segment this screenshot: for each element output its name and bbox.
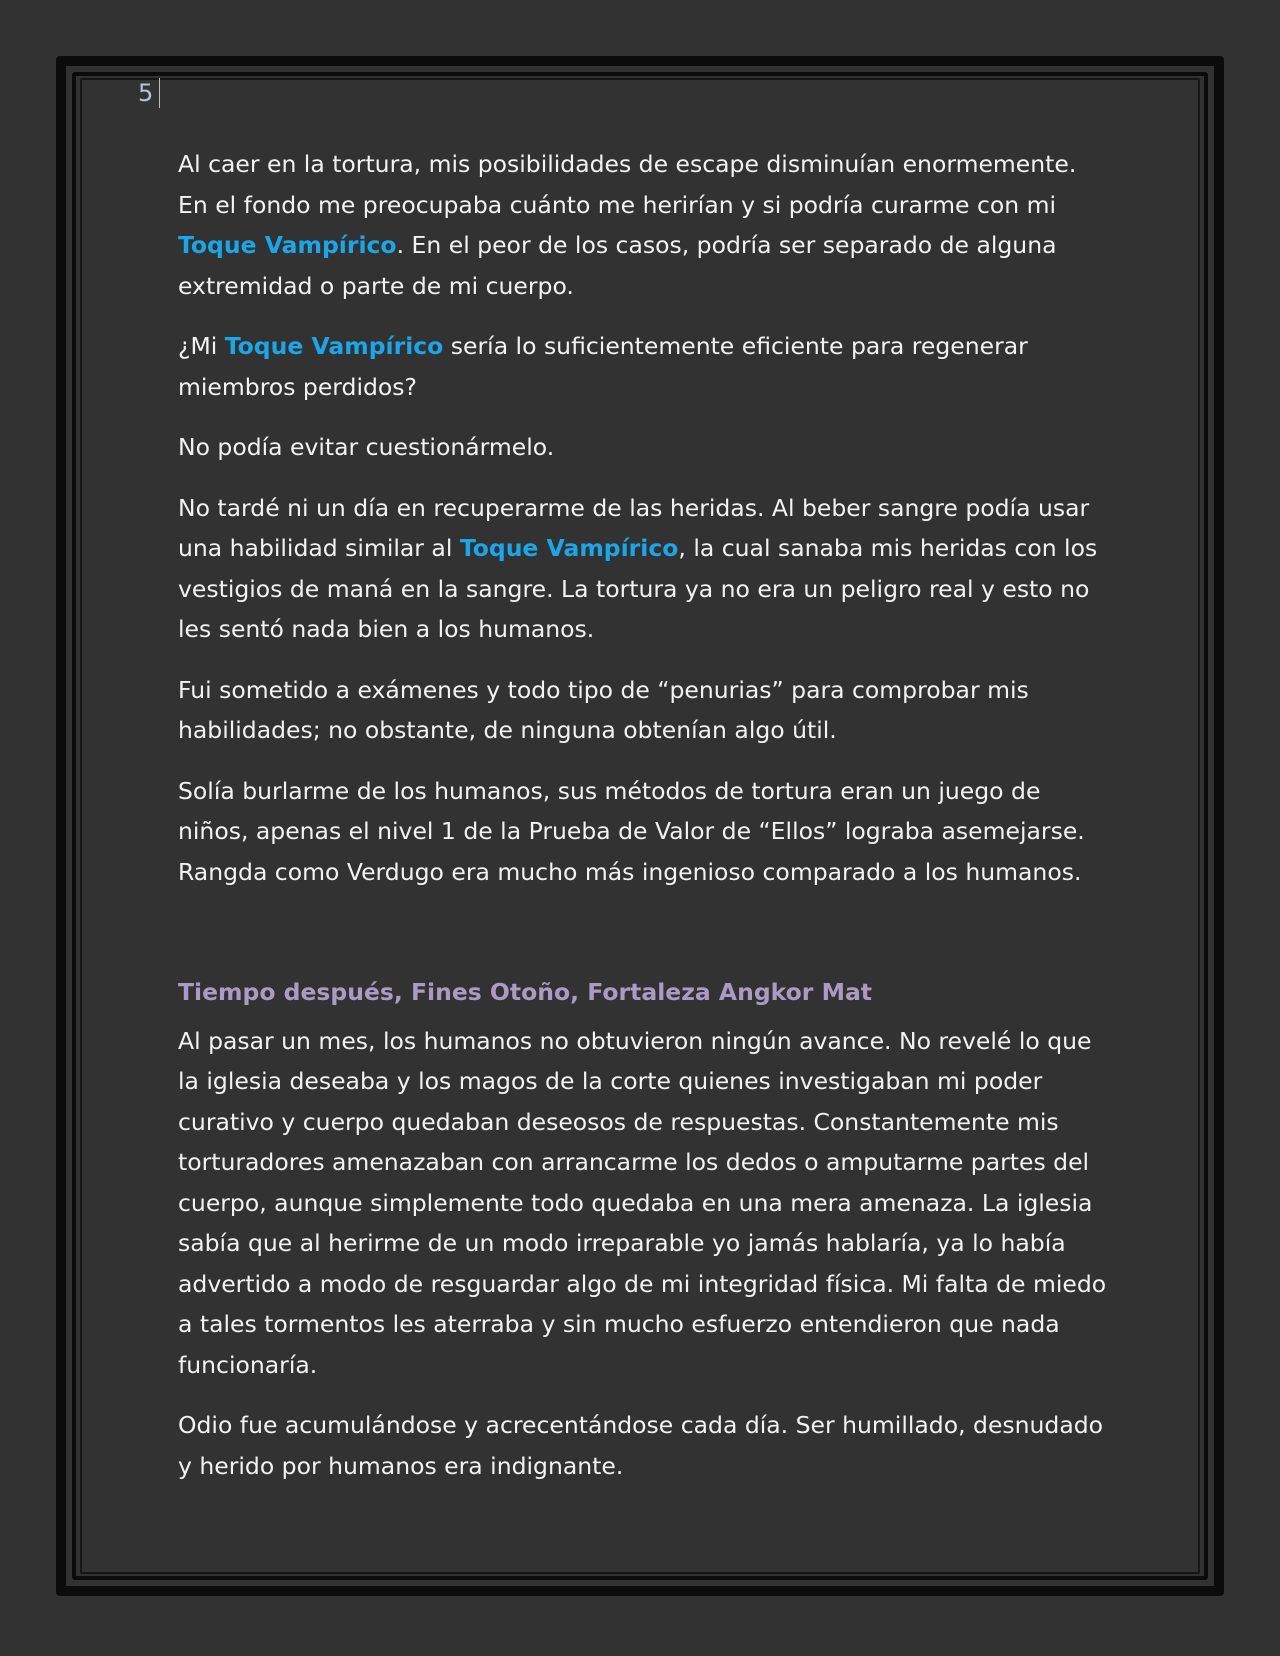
paragraph-1: Al caer en la tortura, mis posibilidades de escape disminuían enormemente. En el fondo me preocupaba cuánto me herirían y si podría curarme con mi Toque Vampírico. En el peor de los casos, podría ser separado de alguna extremidad o parte de mi cuerpo. [178, 150, 1077, 300]
paragraph-7: Al pasar un mes, los humanos no obtuvieron ningún avance. No revelé lo que la iglesia deseaba y los magos de la corte quienes investigaban mi poder curativo y cuerpo quedaban deseosos de respuestas. Constantemente mis torturadores amenazaban con arrancarme los dedos o amputarme partes del cuerpo, aunque simplemente todo quedaba en una mera amenaza. La iglesia sabía que al herirme de un modo irreparable yo jamás hablaría, ya lo había advertido a modo de resguardar algo de mi integridad física. Mi falta de miedo a tales tormentos les aterraba y sin mucho esfuerzo entendieron que nada funcionaría. [178, 1026, 1107, 1379]
paragraph-3: No podía evitar cuestionármelo. [178, 433, 555, 461]
section-heading: Tiempo después, Fines Otoño, Fortaleza Angkor Mat [178, 978, 873, 1006]
page-body [178, 144, 1108, 1506]
highlight-term: Toque Vampírico [178, 231, 397, 259]
page-number: 5 [138, 78, 160, 108]
paragraph-8: Odio fue acumulándose y acrecentándose cada día. Ser humillado, desnudado y herido por humanos era indignante. [178, 1411, 1104, 1480]
paragraph-4: No tardé ni un día en recuperarme de las heridas. Al beber sangre podía usar una habilidad similar al Toque Vampírico, la cual sanaba mis heridas con los vestigios de maná en la sangre. La tortura ya no era un peligro real y esto no les sentó nada bien a los humanos. [178, 493, 1098, 643]
highlight-term: Toque Vampírico [459, 534, 679, 562]
paragraph-6: Solía burlarme de los humanos, sus métodos de tortura eran un juego de niños, apenas el nivel 1 de la Prueba de Valor de “Ellos” lograba asemejarse. Rangda como Verdugo era mucho más ingenioso comparado a los humanos. [178, 776, 1085, 886]
highlight-term: Toque Vampírico [224, 332, 444, 360]
paragraph-2: ¿Mi Toque Vampírico sería lo suficientemente eficiente para regenerar miembros perdidos? [178, 332, 1028, 401]
paragraph-5: Fui sometido a exámenes y todo tipo de “penurias” para comprobar mis habilidades; no obstante, de ninguna obtenían algo útil. [178, 675, 1029, 744]
